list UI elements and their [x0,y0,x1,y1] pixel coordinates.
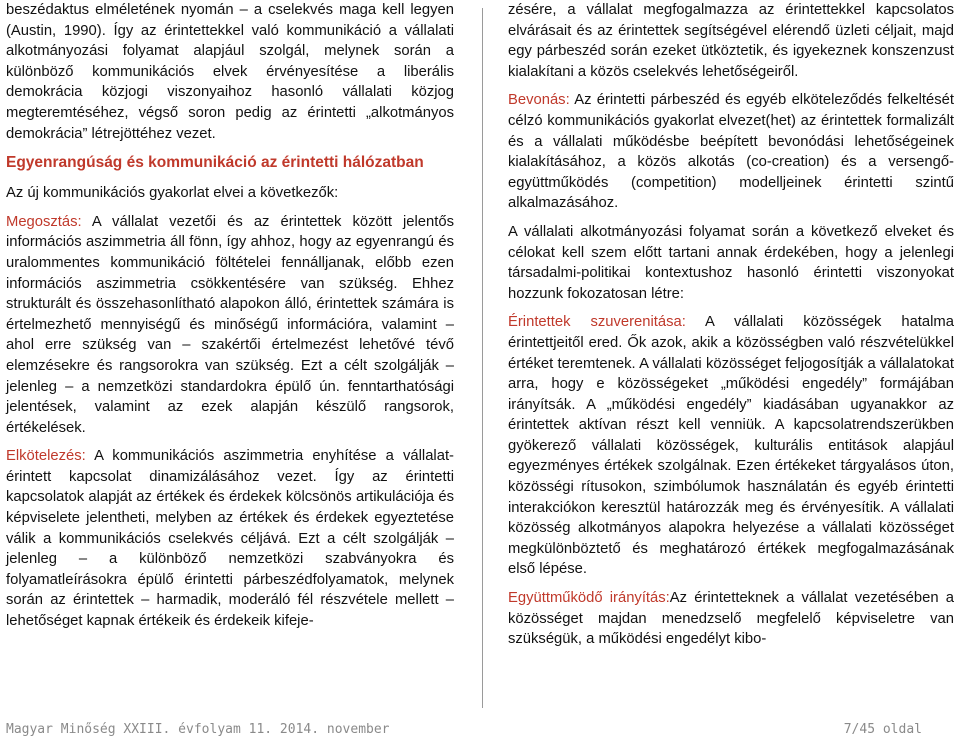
process-paragraph: A vállalati alkotmányozási folyamat során a következő elveket és célokat kell szem előtt tartani annak érdekében, hogy a jelenlegi társadalmi-politikai kontextushoz hasonló érintetti viszonyokat hozzunk fokozatosan létre: [508,223,954,302]
page-number: 7/45 oldal [843,722,922,737]
principle-text: Az érintetti párbeszéd és egyéb elköteleződés felkeltését célzó kommunikációs gyakorlat elvezet(het) az érintettek formalizált és a vállalati működésbe beépített bevonódási lehetőségeinek kialakításához, a közös alkotás (co-creation) és a versengő-együttműködés (competition) modelljeinek érintetti szintű alkalmazásához. [508,92,954,212]
section-heading: Egyenrangúság és kommunikáció az érintetti hálózatban [6,154,424,172]
intro-paragraph: beszédaktus elméletének nyomán – a cselekvés maga kell legyen (Austin, 1990). Így az érintettekkel való kommunikáció a vállalati alkotmányozási folyamat alapjául szolgál, melynek során a különböző kommunikációs elvek érvényesítése a liberális demokrácia közjogi viszonyaihoz hasonló vállalati közjog megteremtéséhez, végső soron pedig az érintetti „alkotmányos demokrácia” létrejöttéhez vezet. [6,2,454,142]
column-divider [482,8,483,708]
right-column [508,0,954,650]
principle-megosztas [6,212,454,439]
page-footer [6,722,922,740]
principle-egyuttmukodo [508,588,954,650]
principle-term: Érintettek szuverenitása: [508,314,686,331]
principle-text: Az érintetteknek a vállalat vezetésében a közösséget majdan menedzselő megfelelő képviseletre van szükségük, a működési engedélyt kibo- [508,590,954,648]
principle-term: Elkötelezés: [6,448,86,465]
principle-term: Bevonás: [508,92,570,109]
principle-szuverenitas [508,312,954,580]
principle-term: Együttműködő irányítás: [508,590,670,607]
journal-info: Magyar Minőség XXIII. évfolyam 11. 2014. november [6,722,390,737]
lead-paragraph: Az új kommunikációs gyakorlat elvei a következők: [6,185,339,202]
principle-elkotelezes [6,446,454,631]
principle-text: A vállalati közösségek hatalma érintettjeitől ered. Ők azok, akik a közösségben való részvételükkel értéket teremtenek. A vállalati közösséget feljogosítják a vállalatokat arra, hogy e közösségeket „működési engedély” formájában irányítsák. A „működési engedély” kiadásában ugyanakkor az érintettek aktívan részt kell venniük. A kapcsolatrendszerükben gyökerező vállalati közösségek, kulturális entitások alapjául egyezményes értékek szolgálnak. Ezen értékeket tárgyalásos úton, közösségi rítusokon, szimbólumok használatán és egyéb érintetti interakciókon keresztül határozzák meg és érvényesítik. A vállalati közösség alkotmányos alapokra helyezése a vállalati közösséget megkülönböztető és meghatározó értékek megfogalmazásának első lépése. [508,314,954,578]
principle-bevonas [508,90,954,214]
left-column [6,0,454,632]
principle-text: A kommunikációs aszimmetria enyhítése a vállalat-érintett kapcsolat dinamizálásához vezet. Így az érintetti kapcsolatok alapját az értékek és érdekek kölcsönös artikulációja és képviselete jelentheti, melyben az értékek és érdekek egyeztetése válik a kommunikációs cselekvés céljává. Ezt a célt szolgálják – jelenleg – a különböző nemzetközi szabványokra és folyamatleírásokra épülő érintetti párbeszédfolyamatok, melynek során az érintettek – harmadik, moderáló fél részvétele mellett – lehetőséget kapnak értékeik és érdekeik kifeje- [6,448,454,630]
principle-term: Megosztás: [6,213,82,230]
continued-paragraph: zésére, a vállalat megfogalmazza az érintettekkel kapcsolatos elvárásait és az érintettek segítségével elérendő üzleti céljait, majd egy párbeszéd során ezeket ütköztetik, és igyekeznek konszenzust kialakítani a közös cselekvés lehetőségeiről. [508,2,954,80]
principle-text: A vállalat vezetői és az érintettek között jelentős információs aszimmetria áll fönn, így ahhoz, hogy az egyenrangú és uralommentes kommunikáció föltételei fennálljanak, előbb ezen információs aszimmetria csökkentésére van szükség. Ehhez strukturált és összehasonlítható alapokon álló, érintettek számára is értelmezhető mennyiségű és minőségű információra, valamint – ahol erre szükség van – szakértői értelmezést lehetővé tévő elemzésekre és rangsorokra van szükség. Ezt a célt szolgálják – jelenleg – a nemzetközi standardokra épülő ún. fenntarthatósági jelentések, valamint az ezek alapján készülő rangsorok, értékelések. [6,213,454,436]
